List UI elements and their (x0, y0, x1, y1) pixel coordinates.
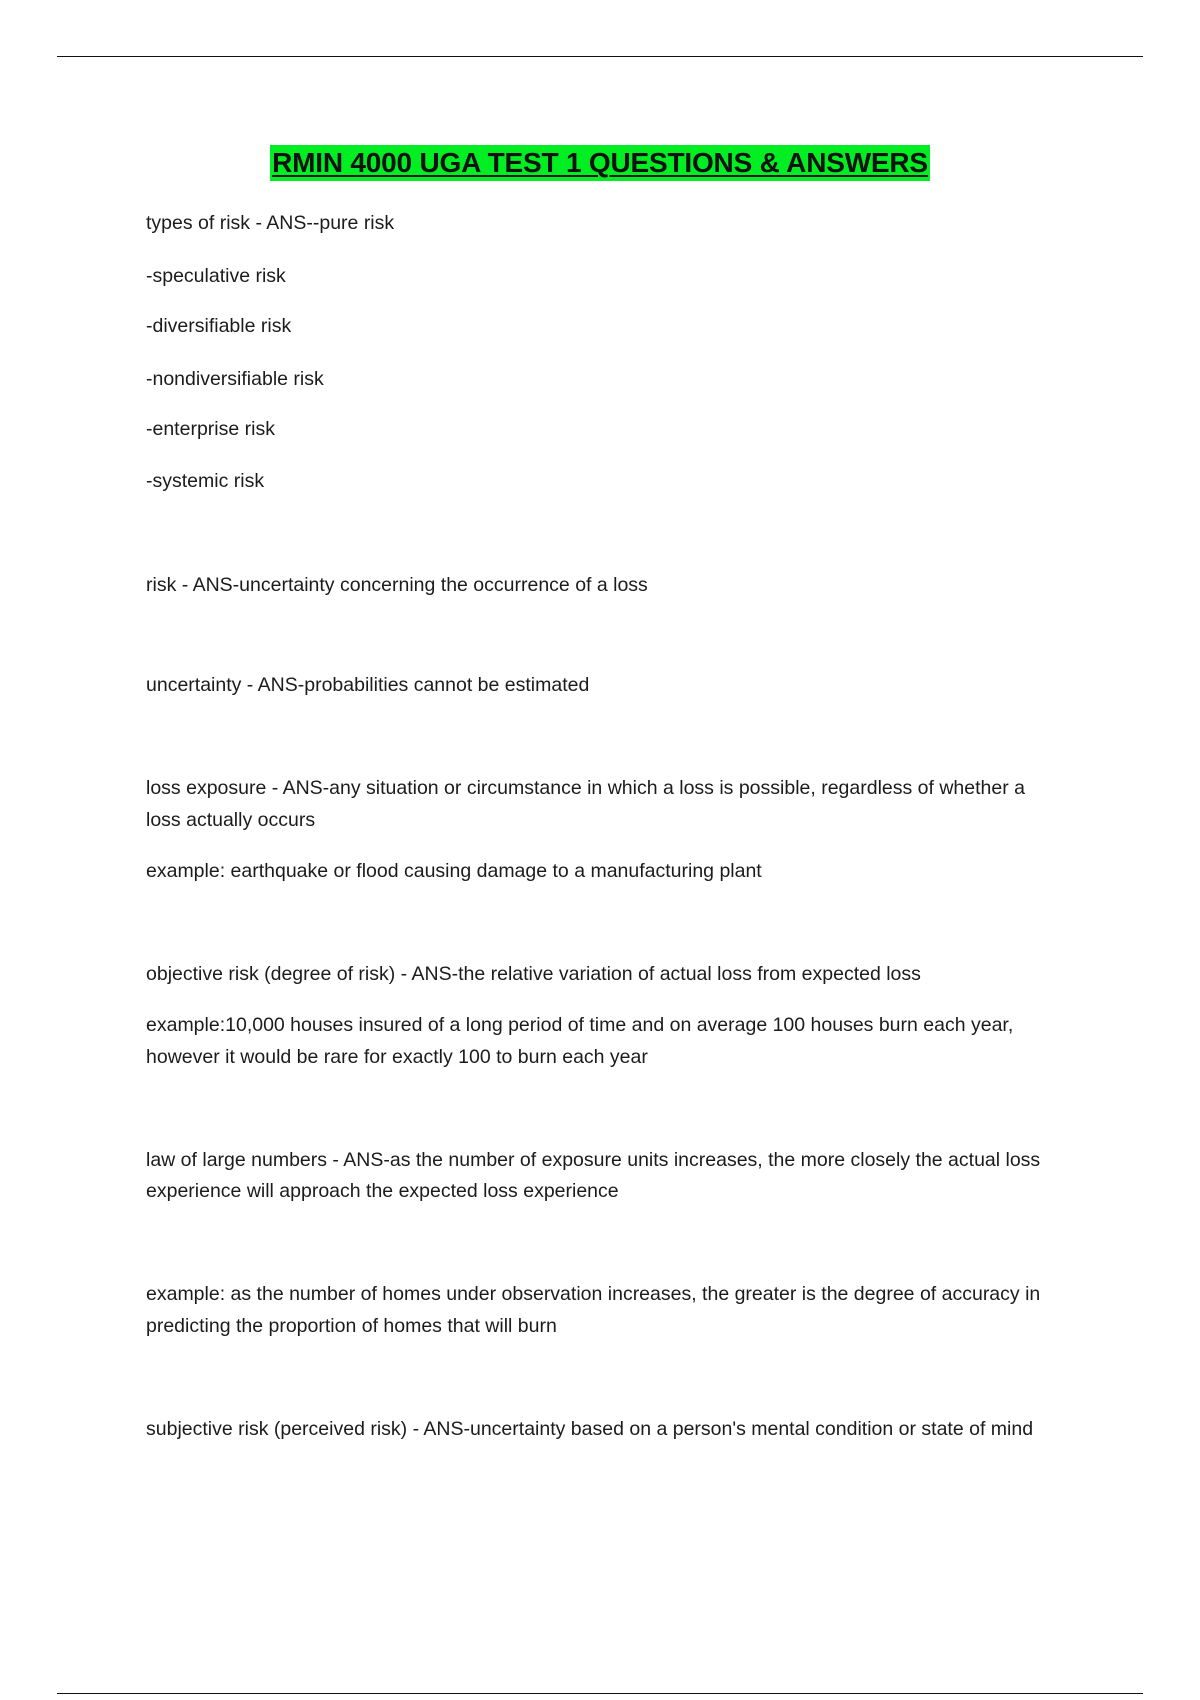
qa-line: example: as the number of homes under observation increases, the greater is the degree of accuracy in (146, 1283, 1041, 1305)
qa-line: loss exposure - ANS-any situation or circumstance in which a loss is possible, regardless of whether a (146, 777, 1025, 799)
footer-rule (57, 1693, 1143, 1694)
qa-line: predicting the proportion of homes that will burn (146, 1315, 557, 1337)
qa-line: however it would be rare for exactly 100 to burn each year (146, 1046, 648, 1068)
qa-line: law of large numbers - ANS-as the number of exposure units increases, the more closely the actual loss (146, 1149, 1041, 1171)
qa-line: subjective risk (perceived risk) - ANS-uncertainty based on a person's mental condition or state of mind (146, 1418, 1034, 1440)
title-container (0, 145, 1200, 181)
qa-line: -nondiversifiable risk (146, 368, 324, 390)
qa-line: example: earthquake or flood causing damage to a manufacturing plant (146, 860, 762, 882)
qa-line: risk - ANS-uncertainty concerning the occurrence of a loss (146, 574, 648, 596)
qa-line: objective risk (degree of risk) - ANS-the relative variation of actual loss from expected loss (146, 963, 921, 985)
qa-line: loss actually occurs (146, 809, 316, 831)
header-rule (57, 56, 1143, 57)
qa-line: example:10,000 houses insured of a long period of time and on average 100 houses burn each year, (146, 1014, 1014, 1036)
qa-line: uncertainty - ANS-probabilities cannot be estimated (146, 674, 590, 696)
document-title: RMIN 4000 UGA TEST 1 QUESTIONS & ANSWERS (270, 145, 930, 181)
qa-line: -diversifiable risk (146, 315, 292, 337)
qa-line: -enterprise risk (146, 418, 275, 440)
qa-line: experience will approach the expected loss experience (146, 1180, 619, 1202)
qa-line: types of risk - ANS--pure risk (146, 212, 395, 234)
qa-line: -speculative risk (146, 265, 286, 287)
qa-line: -systemic risk (146, 470, 265, 492)
